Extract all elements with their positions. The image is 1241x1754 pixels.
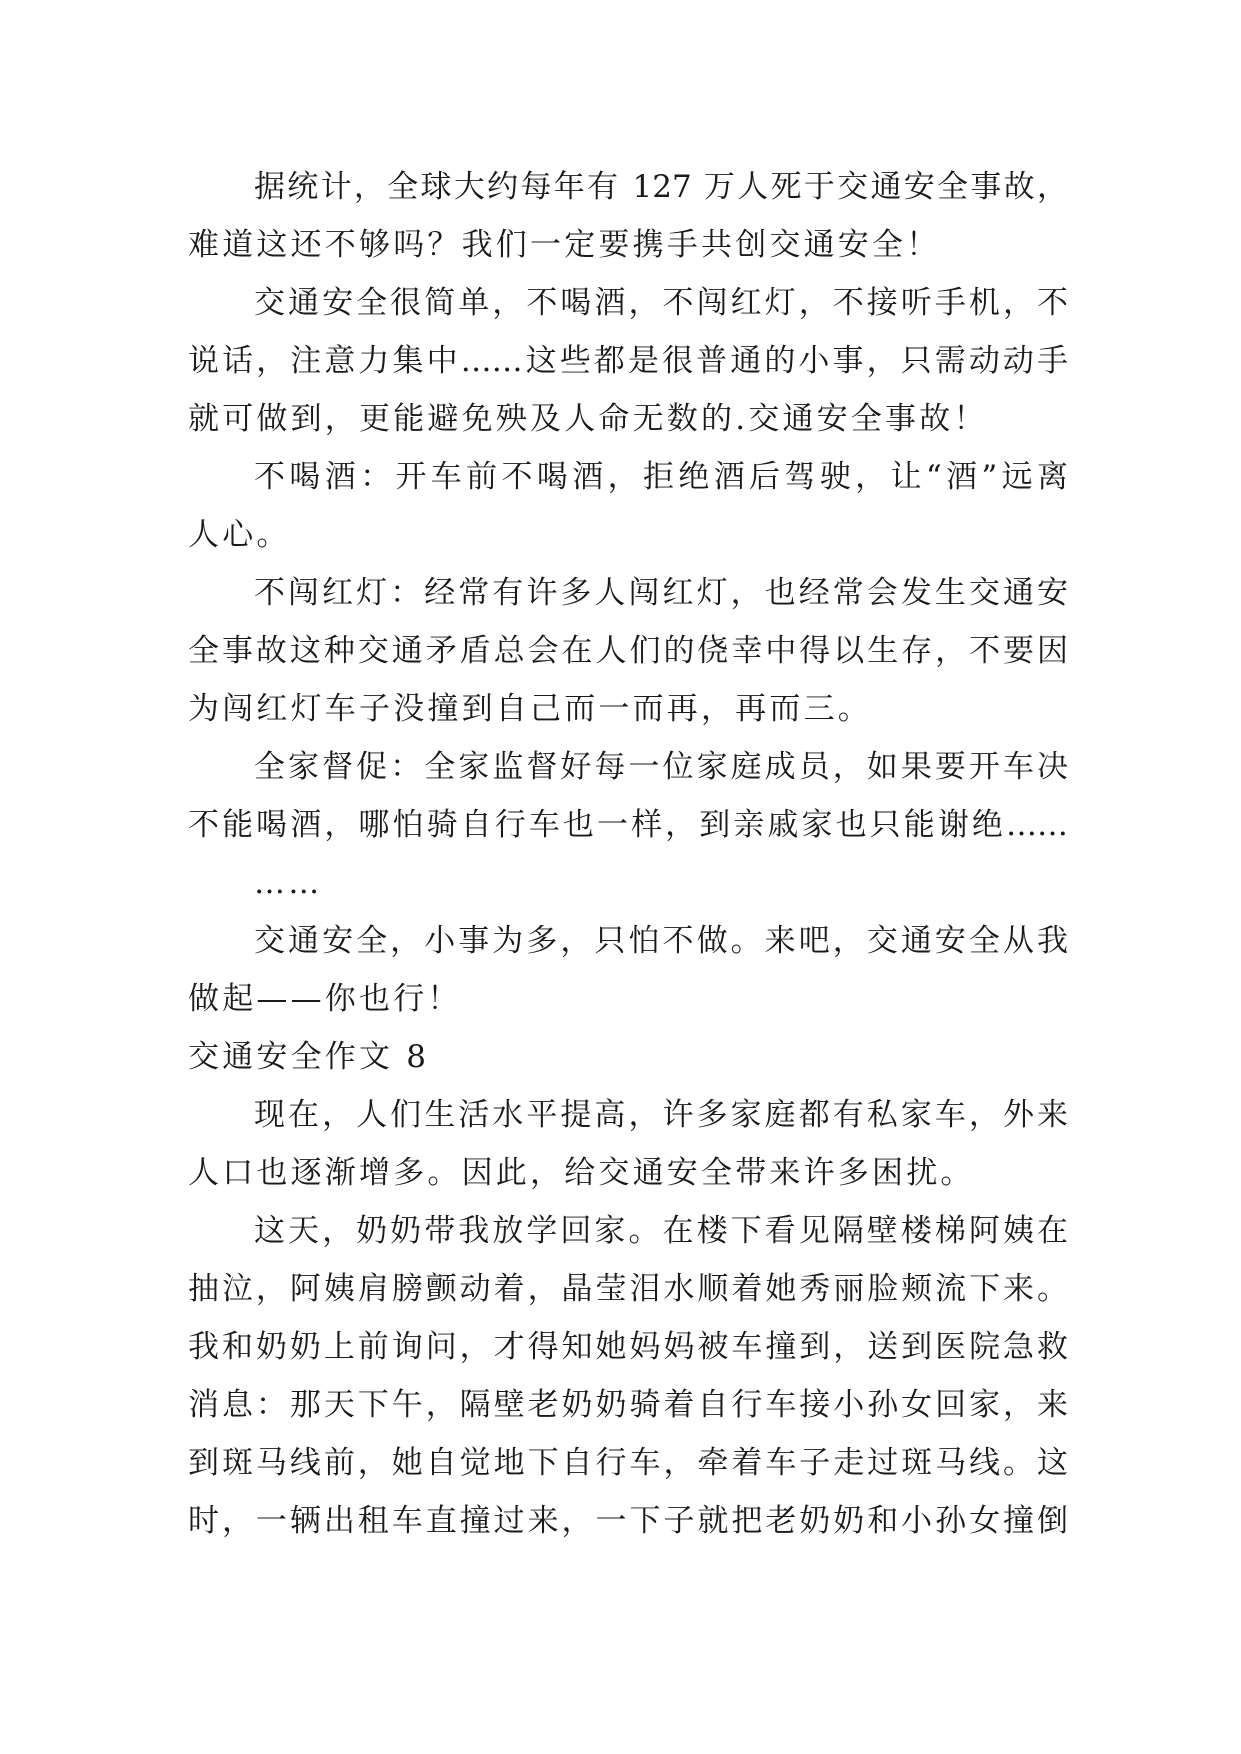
text-line: …… xyxy=(254,865,323,901)
text-line: 不闯红灯：经常有许多人闯红灯，也经常会发生交通安 xyxy=(254,575,1068,611)
text-line: 就可做到，更能避免殃及人命无数的.交通安全事故！ xyxy=(188,401,988,437)
text-line: 这天，奶奶带我放学回家。在楼下看见隔壁楼梯阿姨在 xyxy=(254,1213,1068,1249)
text-line: 全家督促：全家监督好每一位家庭成员，如果要开车决 xyxy=(254,749,1068,785)
text-line: 难道这还不够吗？我们一定要携手共创交通安全！ xyxy=(188,227,941,263)
text-line: 人心。 xyxy=(188,517,291,553)
text-line: 全事故这种交通矛盾总会在人们的侥幸中得以生存，不要因 xyxy=(188,633,1068,669)
text-line: 交通安全很简单，不喝酒，不闯红灯，不接听手机，不 xyxy=(254,285,1068,321)
text-line: 不喝酒：开车前不喝酒，拒绝酒后驾驶，让“酒”远离 xyxy=(254,459,1068,495)
text-line: 人口也逐渐增多。因此，给交通安全带来许多困扰。 xyxy=(188,1155,975,1191)
text-line: 说话，注意力集中……这些都是很普通的小事，只需动动手 xyxy=(188,343,1068,379)
text-line: 我和奶奶上前询问，才得知她妈妈被车撞到，送到医院急救 xyxy=(188,1329,1068,1365)
text-line: 据统计，全球大约每年有 127 万人死于交通安全事故， xyxy=(254,169,1068,205)
section-heading: 交通安全作文 8 xyxy=(188,1039,430,1075)
text-line: 时，一辆出租车直撞过来，一下子就把老奶奶和小孙女撞倒 xyxy=(188,1503,1068,1539)
text-line: 消息：那天下午，隔壁老奶奶骑着自行车接小孙女回家，来 xyxy=(188,1387,1068,1423)
text-line: 到斑马线前，她自觉地下自行车，牵着车子走过斑马线。这 xyxy=(188,1445,1068,1481)
text-line: 现在，人们生活水平提高，许多家庭都有私家车，外来 xyxy=(254,1097,1068,1133)
text-line: 交通安全，小事为多，只怕不做。来吧，交通安全从我 xyxy=(254,923,1068,959)
text-line: 抽泣，阿姨肩膀颤动着，晶莹泪水顺着她秀丽脸颊流下来。 xyxy=(188,1271,1068,1307)
text-line: 做起——你也行！ xyxy=(188,981,462,1017)
text-line: 不能喝酒，哪怕骑自行车也一样，到亲戚家也只能谢绝…… xyxy=(188,807,1068,843)
text-line: 为闯红灯车子没撞到自己而一而再，再而三。 xyxy=(188,691,872,727)
